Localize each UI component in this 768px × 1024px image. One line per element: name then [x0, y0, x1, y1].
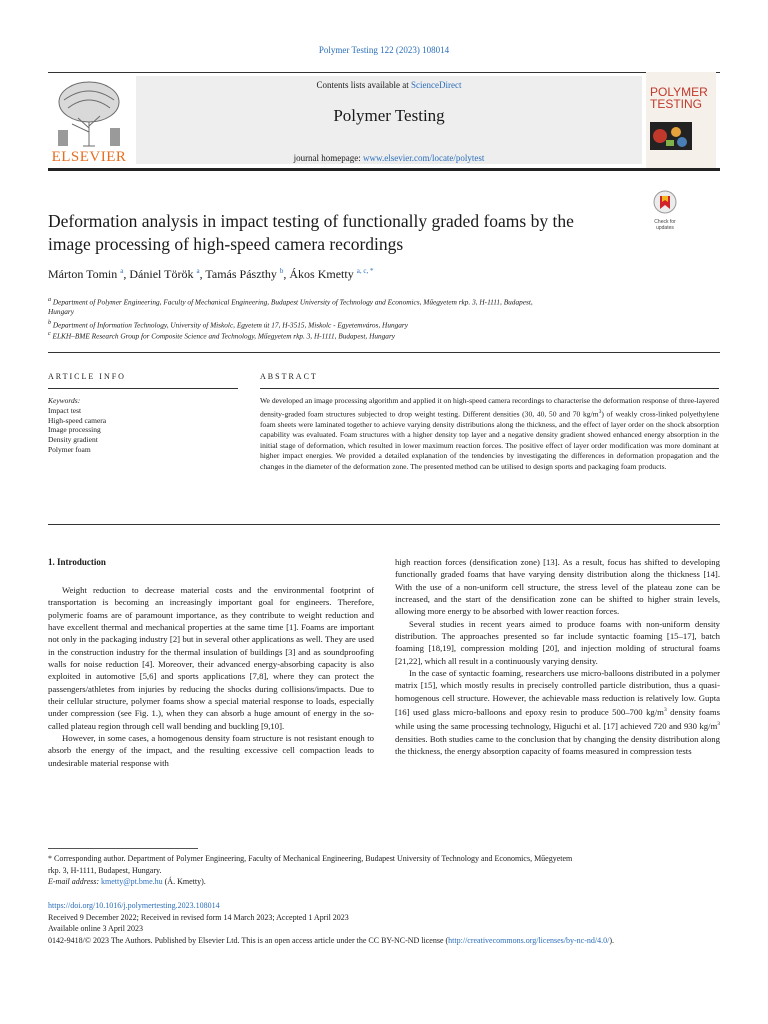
keyword: Polymer foam — [48, 444, 91, 454]
intro-p5-part2: density foams while using the same processing technology, Higuchi et al. [17] achieved 720 and 930 kg/m — [395, 707, 720, 732]
homepage-prefix: journal homepage: — [293, 153, 364, 163]
intro-paragraph-4: Several studies in recent years aimed to produce foams with non-uniform density distribution. The approaches presented so far include syntactic foaming [15–17], batch foaming [18,19], compression molding [20], and injection molding of structural foams [21,22], which all result in a continuously varying density. — [395, 618, 720, 666]
sciencedirect-link[interactable]: ScienceDirect — [411, 80, 462, 90]
author-superscript[interactable]: a — [196, 267, 200, 275]
affiliation-text-cont: Hungary — [48, 307, 74, 317]
author-name[interactable]: Dániel Török — [129, 267, 194, 281]
author-name[interactable]: Ákos Kmetty — [289, 267, 354, 281]
contents-prefix: Contents lists available at — [316, 80, 411, 90]
section-rule — [48, 352, 720, 353]
tree-icon — [50, 78, 128, 148]
abstract-heading: ABSTRACT — [260, 372, 318, 381]
intro-paragraph-3: high reaction forces (densification zone) [13]. As a result, focus has shifted to developing functionally graded foams that have varying density distribution along the thickness [14]. With the use of a non-uniform cell structure, the stress level of the plateau zone can be increased, and the start of the densification zone can be shifted to higher strain levels, allowing more energy to be absorbed with lower reaction forces. — [395, 557, 720, 617]
abstract-text — [260, 396, 719, 472]
badge-label — [650, 219, 680, 231]
email-label: E-mail address: — [48, 877, 102, 886]
license-line — [48, 935, 720, 947]
license-link[interactable]: http://creativecommons.org/licenses/by-nc-nd/4.0/ — [448, 935, 610, 945]
abstract-rule — [260, 388, 719, 389]
intro-p5-part1: In the case of syntactic foaming, researchers use micro-balloons distributed in a polymer matrix [15], which mostly results in precisely controlled particle distribution, thus a quasi-homogenous cell structure. However, the achievable mass reduction is relatively low. Gupta [16] used glass micro-balloons and epoxy resin to produce 500–700 kg/m — [395, 668, 720, 718]
affiliation-c — [48, 329, 648, 341]
affiliation-a — [48, 295, 648, 317]
keyword: Density gradient — [48, 435, 98, 445]
journal-banner — [136, 76, 642, 164]
elsevier-logo — [50, 78, 128, 166]
email-link[interactable]: kmetty@pt.bme.hu — [101, 877, 163, 886]
abstract-bottom-rule — [48, 524, 720, 525]
badge-label-line2: updates — [656, 225, 674, 231]
author-superscript[interactable]: a, c, * — [356, 267, 374, 275]
affiliation-marker: b — [48, 320, 52, 326]
article-metadata — [48, 900, 720, 946]
keyword: Image processing — [48, 425, 101, 435]
bookmark-icon — [650, 190, 680, 214]
badge-label-line1: Check for — [654, 219, 676, 225]
keyword: Impact test — [48, 405, 82, 415]
affiliation-text: ELKH–BME Research Group for Composite Science and Technology, Műegyetem rkp. 3, H-1111, Budapest, Hungary — [52, 331, 396, 341]
left-column — [48, 584, 374, 769]
abstract-superscript: 3 — [598, 408, 602, 415]
check-for-updates-badge[interactable] — [650, 190, 680, 230]
email-line — [48, 876, 720, 888]
author-name[interactable]: Tamás Pászthy — [205, 267, 277, 281]
intro-p5-part3: densities. Both studies came to the conclusion that by changing the density distribution along the thickness, the energy absorption capacity of foams measured in compression tests — [395, 733, 720, 756]
journal-reference[interactable]: Polymer Testing 122 (2023) 108014 — [318, 45, 450, 55]
keyword: High-speed camera — [48, 415, 107, 425]
keywords-label: Keywords: — [48, 396, 81, 405]
journal-name: Polymer Testing — [333, 106, 445, 125]
author-name[interactable]: Márton Tomin — [48, 267, 118, 281]
footnote-rule — [48, 848, 198, 849]
license-prefix: 0142-9418/© 2023 The Authors. Published by Elsevier Ltd. This is an open access article under the CC BY-NC-ND license ( — [48, 935, 449, 945]
corresponding-author-footnote — [48, 853, 720, 888]
intro-paragraph-2: However, in some cases, a homogenous density foam structure is not resistant enough to absorb the energy of the impact, and the resulting excessive cell compaction leads to undesirable material response with — [48, 733, 374, 768]
author-list: Márton Tomin $^a$, Dániel Török $^a$, Tamás Pászthy $^b$, Ákos Kmetty $^{a, c, *}$ — [48, 267, 374, 281]
abstract-part1: We developed an image processing algorithm and applied it on high-speed camera recordings to characterise the deformation response of three-layered density-graded foam structures subjected to drop weight testing. Different densities (30, 40, 50 and 70 kg/m — [260, 396, 719, 419]
article-title — [48, 210, 628, 256]
journal-cover[interactable] — [646, 72, 716, 168]
affiliation-marker: c — [48, 331, 51, 337]
density-superscript: 3 — [717, 721, 720, 728]
intro-paragraph-5 — [395, 667, 720, 757]
online-date: Available online 3 April 2023 — [48, 924, 143, 933]
affiliation-text: Department of Polymer Engineering, Faculty of Mechanical Engineering, Budapest University of Technology and Economics, Műegyetem rkp. 3, H-1111, Budapest, — [52, 297, 533, 307]
cover-title-line2: TESTING — [650, 97, 703, 111]
license-suffix: ). — [609, 935, 614, 945]
density-superscript: 3 — [663, 707, 667, 714]
intro-paragraph-1: Weight reduction to decrease material costs and the environmental footprint of transportation is becoming an increasingly important goal for engineers. Therefore, polymeric foams are of paramount importance, as they contribute to weight reduction and have excellent thermal and mechanical properties at the same time [1]. Foams are important not only in the packaging industry [2] but in several other applications as well. They are used in the construction industry for the thermal insulation of buildings [3] and as soundproofing walls for noise reduction [4]. Moreover, their advanced energy-absorbing capacity is also exploited in automotive [5,6] and sports applications [7,8], where they can protect the passengers/athletes from injuries by reducing the shocks during collisions/impacts. Due to their cellular structure, polymer foams show a special material response to loads, especially under compression (see Fig. 1.), when they can absorb a huge amount of energy in the so-called plateau region through cell wall bending and buckling [9,10]. — [48, 585, 374, 731]
article-title-line2: image processing of high-speed camera recordings — [48, 234, 404, 254]
affiliation-marker: a — [48, 297, 52, 303]
affiliation-text: Department of Information Technology, University of Miskolc, Egyetem út 17, H-3515, Miskolc - Egyetemváros, Hungary — [52, 320, 408, 330]
author-superscript[interactable]: a — [120, 267, 124, 275]
footnote-line: rkp. 3, H-1111, Budapest, Hungary. — [48, 865, 162, 875]
footnote-line: * Corresponding author. Department of Polymer Engineering, Faculty of Mechanical Engineering, Budapest University of Technology and Economics, Műegyetem — [48, 854, 573, 863]
masthead — [48, 72, 720, 168]
article-info-heading: ARTICLE INFO — [48, 372, 126, 381]
cover-title-line1: POLYMER — [650, 85, 708, 99]
homepage-link[interactable]: www.elsevier.com/locate/polytest — [363, 153, 485, 163]
keywords-block — [48, 396, 238, 455]
abstract-part2: ) of weakly cross-linked polyethylene foam sheets were laminated together to achieve varying density distributions along the thickness, and the effect of layer order on the shock absorption capability was evaluated. Foam structures with a higher density top layer and a negative density gradient showed enhanced energy absorption in the initial stage of deformation, which resulted in lower maximum reaction forces. The positive effect of layer order modification was more dominant at higher impact energies. We provided a detailed explanation of the tendencies by investigating the differences in deformation propagation and the changes in the diameter of the deformation zone. The presented method can be utilised to design sports and packaging foam products. — [260, 409, 719, 471]
doi-link[interactable]: https://doi.org/10.1016/j.polymertesting.2023.108014 — [48, 901, 220, 910]
email-suffix: (Á. Kmetty). — [162, 877, 206, 886]
author-superscript[interactable]: b — [279, 267, 284, 275]
intro-heading: 1. Introduction — [48, 557, 106, 567]
contents-line — [136, 80, 642, 90]
cover-collage-icon — [650, 122, 692, 150]
elsevier-wordmark: ELSEVIER — [51, 149, 127, 165]
header-rule-top — [48, 72, 720, 73]
article-title-line1: Deformation analysis in impact testing of functionally graded foams by the — [48, 211, 574, 231]
right-column — [395, 556, 720, 757]
header-rule-bottom — [48, 168, 720, 171]
received-dates: Received 9 December 2022; Received in revised form 14 March 2023; Accepted 1 April 2023 — [48, 912, 349, 922]
cover-image — [650, 122, 692, 150]
homepage-line — [136, 153, 642, 163]
article-info-rule — [48, 388, 238, 389]
cover-title — [650, 86, 708, 110]
